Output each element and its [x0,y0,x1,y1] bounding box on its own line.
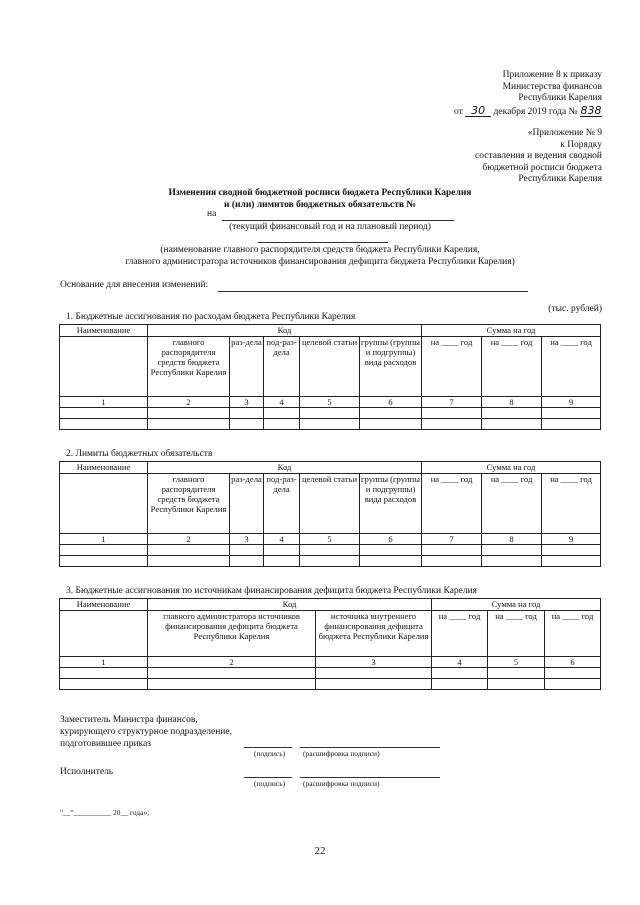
appendix-header [402,70,602,118]
executor-label: Исполнитель [60,767,114,777]
section1-title: 1. Бюджетные ассигнования по расходам бюджета Республики Карелия [66,312,356,322]
decode-line [300,777,440,778]
col-number: 3 [230,534,264,545]
decode-caption: (расшифровка подписи) [303,749,380,758]
decode-caption: (расшифровка подписи) [303,779,380,788]
col-number: 5 [300,534,360,545]
col-number: 6 [360,397,422,408]
header-code: Код [148,462,422,474]
period-prefix: на [207,209,217,219]
document-title: Изменения сводной бюджетной росписи бюджета Республики Карелия и (или) лимитов бюджетных обязательств № [168,188,472,210]
basis-label: Основание для внесения изменений: [60,280,209,290]
units-label: (тыс. рублей) [548,304,602,314]
col-number: 5 [300,397,360,408]
col-number: 1 [60,534,148,545]
table-row [60,419,601,430]
col-year: на ____ год [432,611,488,657]
col-year: на ____ год [545,611,601,657]
col-number: 3 [316,657,432,668]
col-main-manager: главного распорядителя средств бюджета Республики Карелия [148,474,230,534]
header-name: Наименование [60,599,148,611]
col-number: 3 [230,397,264,408]
period-line [222,220,454,221]
col-main-admin: главного администратора источников финансирования дефицита бюджета Республики Карелия [148,611,316,657]
header-name-spacer [60,474,148,534]
col-year: на ____ год [542,337,601,397]
name-line [258,242,388,243]
col-number: 1 [60,657,148,668]
section2-title: 2. Лимиты бюджетных обязательств [66,449,213,459]
appendix9-line: составления и ведения сводной [475,151,602,161]
header-name-spacer [60,611,148,657]
col-number: 5 [488,657,545,668]
section3-title: 3. Бюджетные ассигнования по источникам финансирования дефицита бюджета Республики Карелия [66,586,478,596]
col-year: на ____ год [488,611,545,657]
header-name-spacer [60,337,148,397]
period-caption: (текущий финансовый год и на плановый период) [229,222,431,232]
appendix-line: Республики Карелия [518,93,602,103]
signature-line [244,777,292,778]
col-number: 8 [482,397,542,408]
header-sum: Сумма на год [422,325,601,337]
col-number: 6 [545,657,601,668]
appendix9-line: бюджетной росписи бюджета [482,162,602,173]
header-code: Код [148,599,432,611]
basis-line [218,291,528,292]
table-row [60,408,601,419]
col-target: целевой статьи [300,337,360,397]
col-target: целевой статьи [300,474,360,534]
page-number: 22 [314,845,326,857]
col-number: 4 [264,534,300,545]
appendix-line: Министерства финансов [502,81,602,92]
col-section: раз-дела [230,337,264,397]
deputy-minister-label: Заместитель Министра финансов, курирующего структурное подразделение, подготовившее приказ [60,715,232,749]
section1-table [59,324,601,430]
col-source: источника внутреннего финансирования дефицита бюджета Республики Карелия [316,611,432,657]
col-number: 4 [264,397,300,408]
header-name: Наименование [60,325,148,337]
table-row [60,679,601,690]
appendix9-header [402,128,602,186]
col-section: раз-дела [230,474,264,534]
col-number: 6 [360,534,422,545]
appendix9-line: Республики Карелия [518,174,602,184]
header-name: Наименование [60,462,148,474]
signature-line [244,747,292,748]
date-line: "__"__________ 20__ года»; [60,808,150,817]
table-row [60,668,601,679]
col-number: 9 [542,397,601,408]
name-caption: (наименование главного распорядителя средств бюджета Республики Карелия, главного администратора источников финансирования дефицита бюджета Республики Карелия) [125,245,515,267]
appendix-date: от 30 декабря 2019 года № 838 [454,103,602,117]
appendix-line: Приложение 8 к приказу [502,70,602,80]
decode-line [300,747,440,748]
header-sum: Сумма на год [422,462,601,474]
col-number: 2 [148,657,316,668]
col-number: 2 [148,534,230,545]
header-sum: Сумма на год [432,599,601,611]
col-number: 2 [148,397,230,408]
header-code: Код [148,325,422,337]
col-subsection: под-раз-дела [264,337,300,397]
col-year: на ____ год [422,474,482,534]
col-number: 9 [542,534,601,545]
col-number: 7 [422,534,482,545]
section3-table [59,598,601,690]
col-year: на ____ год [482,337,542,397]
section2-table [59,461,601,567]
col-number: 1 [60,397,148,408]
col-year: на ____ год [422,337,482,397]
appendix9-line: к Порядку [560,139,602,150]
sign-caption: (подпись) [254,779,286,788]
col-number: 8 [482,534,542,545]
handwritten-number: 838 [580,103,602,117]
table-row [60,556,601,567]
table-row [60,545,601,556]
col-year: на ____ год [542,474,601,534]
sign-caption: (подпись) [254,749,286,758]
col-number: 4 [432,657,488,668]
col-number: 7 [422,397,482,408]
handwritten-day: 30 [465,105,491,118]
col-group: группы (группы и подгруппы) вида расходов [360,474,422,534]
col-main-manager: главного распорядителя средств бюджета Республики Карелия [148,337,230,397]
col-year: на ____ год [482,474,542,534]
col-subsection: под-раз-дела [264,474,300,534]
col-group: группы (группы и подгруппы) вида расходов [360,337,422,397]
appendix9-line: «Приложение № 9 [527,128,602,138]
